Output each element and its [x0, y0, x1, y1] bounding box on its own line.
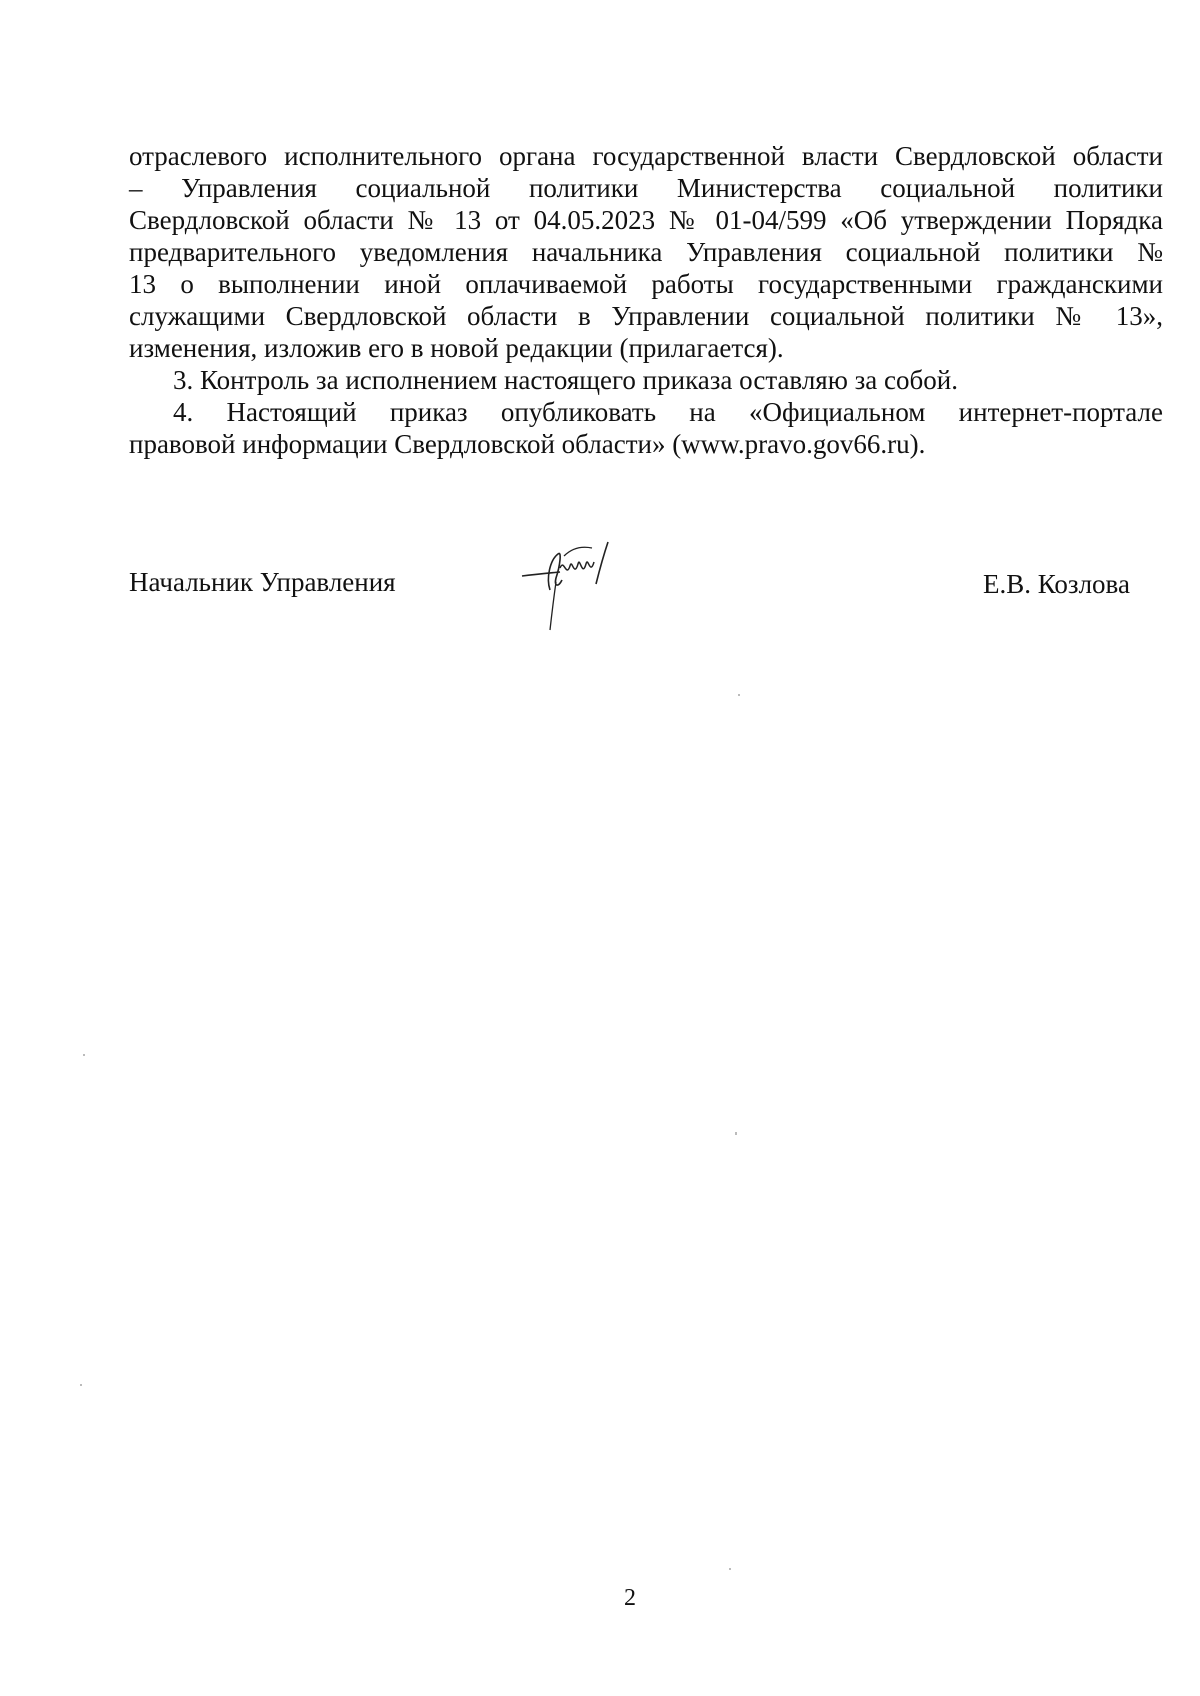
- text-line: 13 о выполнении иной оплачиваемой работы государственными гражданскими: [129, 269, 1163, 299]
- clause-3: 3. Контроль за исполнением настоящего приказа оставляю за собой.: [173, 365, 958, 395]
- text-line: правовой информации Свердловской области» (www.pravo.gov66.ru).: [129, 429, 926, 459]
- page-number: 2: [624, 1585, 636, 1611]
- text-line: изменения, изложив его в новой редакции (прилагается).: [129, 333, 784, 363]
- scan-speck: [738, 694, 740, 696]
- text-line: предварительного уведомления начальника Управления социальной политики №: [129, 237, 1163, 267]
- text-line: – Управления социальной политики Министерства социальной политики: [129, 173, 1163, 203]
- scan-speck: [735, 1132, 737, 1135]
- text-line: отраслевого исполнительного органа государственной власти Свердловской области: [129, 141, 1163, 171]
- text-line: Свердловской области № 13 от 04.05.2023 № 01-04/599 «Об утверждении Порядка: [129, 205, 1163, 235]
- scan-speck: [729, 1568, 731, 1570]
- signer-name: Е.В. Козлова: [983, 569, 1130, 599]
- handwritten-signature-icon: [520, 538, 630, 638]
- signer-position-title: Начальник Управления: [129, 567, 396, 597]
- order-body-text: [129, 140, 1163, 460]
- text-line: служащими Свердловской области в Управлении социальной политики № 13»,: [129, 301, 1163, 331]
- scan-speck: [80, 1384, 82, 1386]
- clause-4: 4. Настоящий приказ опубликовать на «Официальном интернет-портале: [173, 397, 1163, 427]
- scan-speck: [83, 1054, 85, 1056]
